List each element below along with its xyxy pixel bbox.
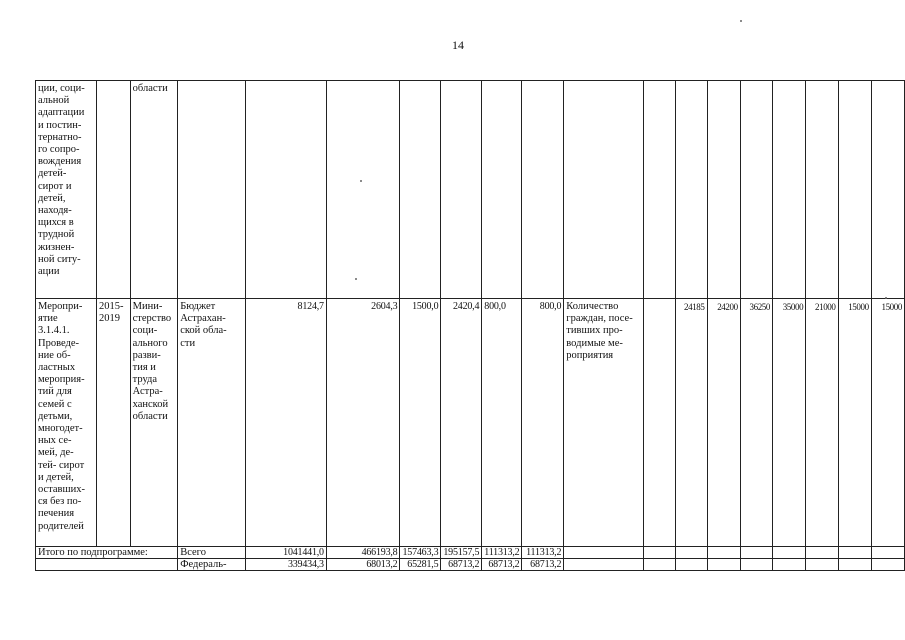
indicator-value-cell: 15000 bbox=[838, 299, 871, 547]
total-cell: 1041441,0 bbox=[245, 547, 326, 559]
executor-cell: области bbox=[130, 81, 178, 299]
indicator-value-cell: 21000 bbox=[806, 299, 838, 547]
year-2015-cell: 68013,2 bbox=[326, 559, 400, 571]
year-2018-cell: 68713,2 bbox=[482, 559, 522, 571]
indicator-value-cell: 36250 bbox=[740, 299, 772, 547]
source-cell: Всего bbox=[178, 547, 245, 559]
table-row bbox=[36, 81, 905, 299]
period-cell: 2015- 2019 bbox=[97, 299, 131, 547]
scan-speck bbox=[355, 278, 357, 280]
event-name-cell: Меропри- ятие 3.1.4.1. Проведе- ние об- ластных мероприя- тий для семей с детьми, многодет- ных се- мей, де- тей- сирот и детей, оставших- ся без по- печения родителей bbox=[36, 299, 97, 547]
indicator-value-cell: 15000 bbox=[871, 299, 904, 547]
year-2015-cell: 466193,8 bbox=[326, 547, 400, 559]
table-row bbox=[36, 559, 905, 571]
scan-speck bbox=[360, 180, 362, 182]
year-2016-cell: 65281,5 bbox=[400, 559, 441, 571]
year-2017-cell: 195157,5 bbox=[441, 547, 482, 559]
indicator-value-cell: 35000 bbox=[773, 299, 806, 547]
source-cell: Бюджет Астрахан- ской обла- сти bbox=[178, 299, 245, 547]
program-table bbox=[35, 80, 905, 571]
year-2017-cell: 2420,4 bbox=[441, 299, 482, 547]
year-2018-cell: 111313,2 bbox=[482, 547, 522, 559]
total-cell: 339434,3 bbox=[245, 559, 326, 571]
table-row bbox=[36, 547, 905, 559]
year-2019-cell: 111313,2 bbox=[522, 547, 564, 559]
year-2019-cell: 68713,2 bbox=[522, 559, 564, 571]
scan-speck bbox=[885, 297, 887, 299]
year-2018-cell: 800,0 bbox=[482, 299, 522, 547]
scan-speck bbox=[740, 20, 742, 22]
page-number: 14 bbox=[452, 38, 464, 52]
executor-cell: Мини- стерство соци- ального разви- тия и труда Астра- ханской области bbox=[130, 299, 178, 547]
year-2016-cell: 157463,3 bbox=[400, 547, 441, 559]
subtotal-label: Итого по подпрограмме: bbox=[36, 547, 178, 559]
year-2017-cell: 68713,2 bbox=[441, 559, 482, 571]
indicator-value-cell: 24200 bbox=[707, 299, 740, 547]
total-cell: 8124,7 bbox=[245, 299, 326, 547]
event-name-cell: ции, соци- альной адаптации и постин- тернатно- го сопро- вождения детей- сирот и детей, находя- щихся в трудной жизнен- ной ситу- ации bbox=[36, 81, 97, 299]
unit-cell bbox=[643, 299, 675, 547]
year-2016-cell: 1500,0 bbox=[400, 299, 441, 547]
table-row bbox=[36, 299, 905, 547]
indicator-value-cell: 24185 bbox=[676, 299, 707, 547]
year-2019-cell: 800,0 bbox=[522, 299, 564, 547]
indicator-cell: Количество граждан, посе- тивших про- водимые ме- роприятия bbox=[564, 299, 644, 547]
year-2015-cell: 2604,3 bbox=[326, 299, 400, 547]
source-cell: Федераль- bbox=[178, 559, 245, 571]
